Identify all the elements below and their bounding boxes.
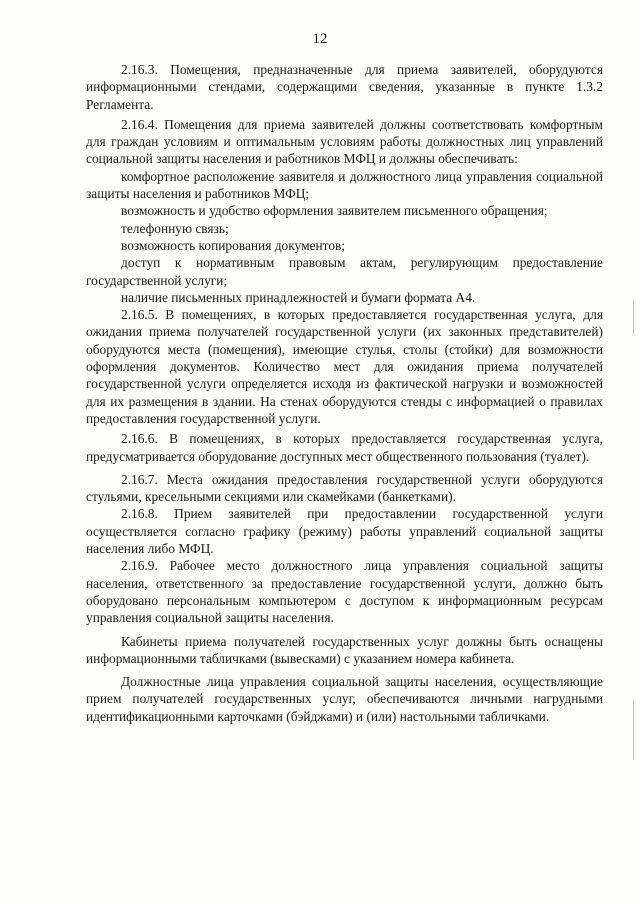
paragraph-2-16-4: 2.16.4. Помещения для приема заявителей должны соответствовать комфортным для граждан условиям и оптимальным условиям работы должностных лиц управлений социальной защиты населения и работников МФЦ и должны обеспечивать: (86, 116, 603, 167)
scan-edge-mark (633, 300, 634, 334)
list-item: возможность и удобство оформления заявителем письменного обращения; (121, 203, 548, 219)
paragraph-officials: Должностные лица управления социальной защиты населения, осуществляющие прием получателей государственных услуг, обеспечиваются личными нагрудными идентификационными карточками (бэйджами) и (или) настольными табличками. (86, 674, 603, 724)
paragraph-cabinets: Кабинеты приема получателей государственных услуг должны быть оснащены информационными табличками (вывесками) с указанием номера кабинета. (86, 633, 603, 666)
paragraph-2-16-5: 2.16.5. В помещениях, в которых предоставляется государственная услуга, для ожидания приема получателей государственной услуги (их законных представителей) оборудуются места (помещения), имеющие стулья, столы (стойки) для возможности оформления документов. Количество мест для ожидания приема получателей государственной услуги определяется исходя из фактической нагрузки и возможностей для их размещения в здании. На стенах оборудуются стенды с информацией о правилах предоставления государственной услуги. (86, 307, 603, 426)
paragraph-2-16-8: 2.16.8. Прием заявителей при предоставлении государственной услуги осуществляется согласно графику (режиму) работы управлений социальной защиты населения либо МФЦ. (86, 506, 603, 557)
list-item: телефонную связь; (121, 220, 229, 236)
list-item: наличие письменных принадлежностей и бумаги формата А4. (121, 289, 476, 305)
paragraph-2-16-6: 2.16.6. В помещениях, в которых предоставляется государственная услуга, предусматривается оборудование доступных мест общественного пользования (туалет). (86, 431, 603, 464)
scan-edge-mark (633, 700, 634, 760)
list-item: возможность копирования документов; (121, 237, 346, 253)
list-item: комфортное расположение заявителя и должностного лица управления социальной защиты населения и работников МФЦ; (86, 168, 603, 202)
page-number: 12 (312, 31, 328, 47)
document-body (86, 61, 603, 725)
paragraph-2-16-9: 2.16.9. Рабочее место должностного лица управления социальной защиты населения, ответственного за предоставление государственной услуги, должно быть оборудовано персональным компьютером с доступом к информационным ресурсам управления социальной защиты населения. (86, 558, 603, 626)
paragraph-2-16-3: 2.16.3. Помещения, предназначенные для приема заявителей, оборудуются информационными стендами, содержащими сведения, указанные в пункте 1.3.2 Регламента. (86, 62, 603, 112)
paragraph-2-16-7: 2.16.7. Места ожидания предоставления государственной услуги оборудуются стульями, кресельными секциями или скамейками (банкетками). (86, 471, 603, 505)
list-item: доступ к нормативным правовым актам, регулирующим предоставление государственной услуги; (86, 255, 603, 288)
